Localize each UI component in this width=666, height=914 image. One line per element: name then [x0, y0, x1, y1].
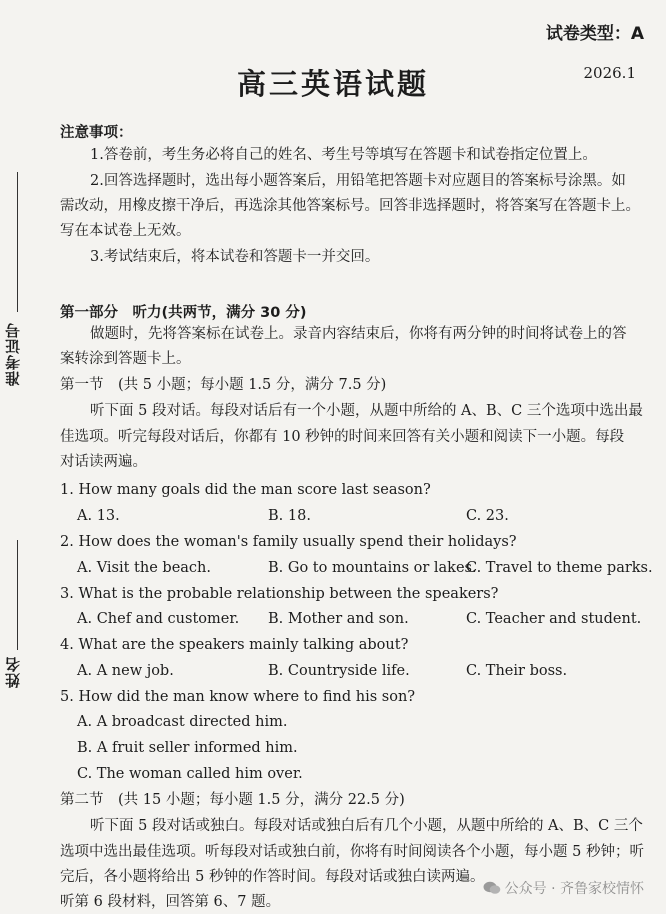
- question-3-option-a: A. Chef and customer.: [77, 611, 240, 627]
- question-1-option-c: C. 23.: [466, 508, 509, 524]
- question-5-option-c: C. The woman called him over.: [77, 766, 303, 782]
- exam-id-label: 准考证号: [4, 322, 22, 386]
- question-4-option-a: A. A new job.: [77, 663, 174, 679]
- question-5-option-b: B. A fruit seller informed him.: [77, 740, 298, 756]
- section1-intro-line-2: 佳选项。听完每段对话后，你都有 10 秒钟的时间来回答有关小题和阅读下一小题。每段: [60, 429, 625, 445]
- notice-item-2-line-2: 需改动，用橡皮擦干净后，再选涂其他答案标号。回答非选择题时，将答案写在答题卡上。: [60, 198, 640, 214]
- binding-line-upper: [17, 172, 18, 312]
- wechat-icon: [483, 881, 501, 895]
- question-1-option-a: A. 13.: [77, 508, 120, 524]
- section2-heading: 第二节 (共 15 小题；每小题 1.5 分，满分 22.5 分): [60, 792, 405, 808]
- question-1-option-b: B. 18.: [268, 508, 311, 524]
- notice-item-3: 3.考试结束后，将本试卷和答题卡一并交回。: [90, 249, 380, 265]
- question-1-stem: 1. How many goals did the man score last season?: [60, 482, 431, 498]
- watermark-text: 公众号 · 齐鲁家校情怀: [504, 881, 644, 897]
- section1-intro-line-1: 听下面 5 段对话。每段对话后有一个小题，从题中所给的 A、B、C 三个选项中选出最: [90, 403, 643, 419]
- question-2-option-c: C. Travel to theme parks.: [466, 560, 653, 576]
- notice-item-2-line-1: 2.回答选择题时，选出每小题答案后，用铅笔把答题卡对应题目的答案标号涂黑。如: [90, 173, 626, 189]
- notice-item-2-line-3: 写在本试卷上无效。: [60, 223, 191, 239]
- section2-intro-line-1: 听下面 5 段对话或独白。每段对话或独白后有几个小题，从题中所给的 A、B、C 三个: [90, 818, 643, 834]
- section2-intro-line-2: 选项中选出最佳选项。听每段对话或独白前，你将有时间阅读各个小题，每小题 5 秒钟；听: [60, 844, 644, 860]
- watermark: [483, 878, 644, 898]
- section2-material-note: 听第 6 段材料，回答第 6、7 题。: [60, 894, 281, 910]
- notice-heading: 注意事项：: [60, 125, 133, 141]
- notice-item-1: 1.答卷前，考生务必将自己的姓名、考生号等填写在答题卡和试卷指定位置上。: [90, 147, 597, 163]
- question-4-option-b: B. Countryside life.: [268, 663, 410, 679]
- section2-intro-line-3: 完后，各小题将给出 5 秒钟的作答时间。每段对话或独白读两遍。: [60, 869, 485, 885]
- part1-intro-line-1: 做题时，先将答案标在试卷上。录音内容结束后，你将有两分钟的时间将试卷上的答: [90, 326, 627, 342]
- question-5-stem: 5. How did the man know where to find his son?: [60, 689, 416, 705]
- section1-intro-line-3: 对话读两遍。: [60, 454, 147, 470]
- question-3-stem: 3. What is the probable relationship between the speakers?: [60, 586, 499, 602]
- part1-intro-line-2: 案转涂到答题卡上。: [60, 351, 191, 367]
- question-5-option-a: A. A broadcast directed him.: [77, 714, 288, 730]
- part1-heading: 第一部分 听力(共两节，满分 30 分): [60, 305, 307, 321]
- question-3-option-b: B. Mother and son.: [268, 611, 409, 627]
- question-2-stem: 2. How does the woman's family usually spend their holidays?: [60, 534, 517, 550]
- paper-type: 试卷类型：A: [545, 24, 644, 44]
- page-title: 高三英语试题: [236, 67, 429, 101]
- question-3-option-c: C. Teacher and student.: [466, 611, 642, 627]
- question-2-option-b: B. Go to mountains or lakes.: [268, 560, 477, 576]
- binding-line-middle: [17, 540, 18, 650]
- name-label: 姓名: [4, 656, 22, 688]
- section1-heading: 第一节 (共 5 小题；每小题 1.5 分，满分 7.5 分): [60, 377, 387, 393]
- question-4-stem: 4. What are the speakers mainly talking about?: [60, 637, 409, 653]
- question-2-option-a: A. Visit the beach.: [77, 560, 211, 576]
- exam-date: 2026.1: [583, 64, 636, 82]
- question-4-option-c: C. Their boss.: [466, 663, 568, 679]
